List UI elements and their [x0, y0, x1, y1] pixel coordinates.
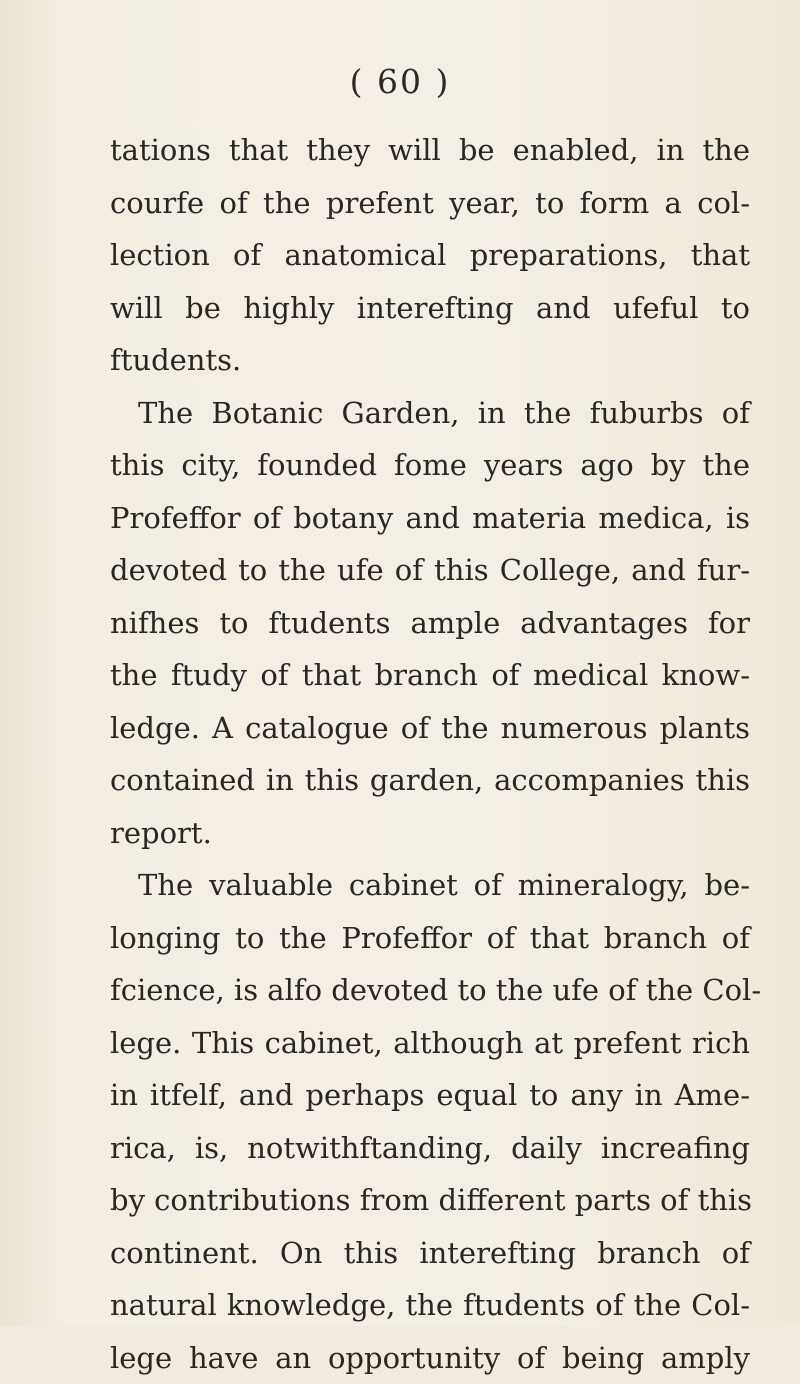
text-line: contained in this garden, accompanies this: [110, 754, 750, 807]
text-line: fcience, is alfo devoted to the ufe of the Col-: [110, 964, 750, 1017]
text-line: longing to the Profeffor of that branch of: [110, 912, 750, 965]
text-line: devoted to the ufe of this College, and fur-: [110, 544, 750, 597]
text-line: in itfelf, and perhaps equal to any in Ame-: [110, 1069, 750, 1122]
text-line: continent. On this interefting branch of: [110, 1227, 750, 1280]
text-line: ledge. A catalogue of the numerous plants: [110, 702, 750, 755]
text-line: Profeffor of botany and materia medica, is: [110, 492, 750, 545]
text-line: lection of anatomical preparations, that: [110, 229, 750, 282]
text-line: tations that they will be enabled, in the: [110, 124, 750, 177]
text-line: The Botanic Garden, in the fuburbs of: [110, 387, 750, 440]
text-line: ftudents.: [110, 334, 750, 387]
text-line: The valuable cabinet of mineralogy, be-: [110, 859, 750, 912]
text-line: courfe of the prefent year, to form a col-: [110, 177, 750, 230]
text-line: this city, founded fome years ago by the: [110, 439, 750, 492]
text-line: nifhes to ftudents ample advantages for: [110, 597, 750, 650]
text-line: will be highly interefting and ufeful to: [110, 282, 750, 335]
body-text: [110, 124, 750, 1384]
text-line: the ftudy of that branch of medical know-: [110, 649, 750, 702]
text-line: natural knowledge, the ftudents of the Col-: [110, 1279, 750, 1332]
text-line: report.: [110, 807, 750, 860]
text-line: rica, is, notwithftanding, daily increafing: [110, 1122, 750, 1175]
text-line: by contributions from different parts of this: [110, 1174, 750, 1227]
text-line: lege. This cabinet, although at prefent rich: [110, 1017, 750, 1070]
text-line: lege have an opportunity of being amply: [110, 1332, 750, 1384]
page-number: ( 60 ): [0, 62, 800, 101]
